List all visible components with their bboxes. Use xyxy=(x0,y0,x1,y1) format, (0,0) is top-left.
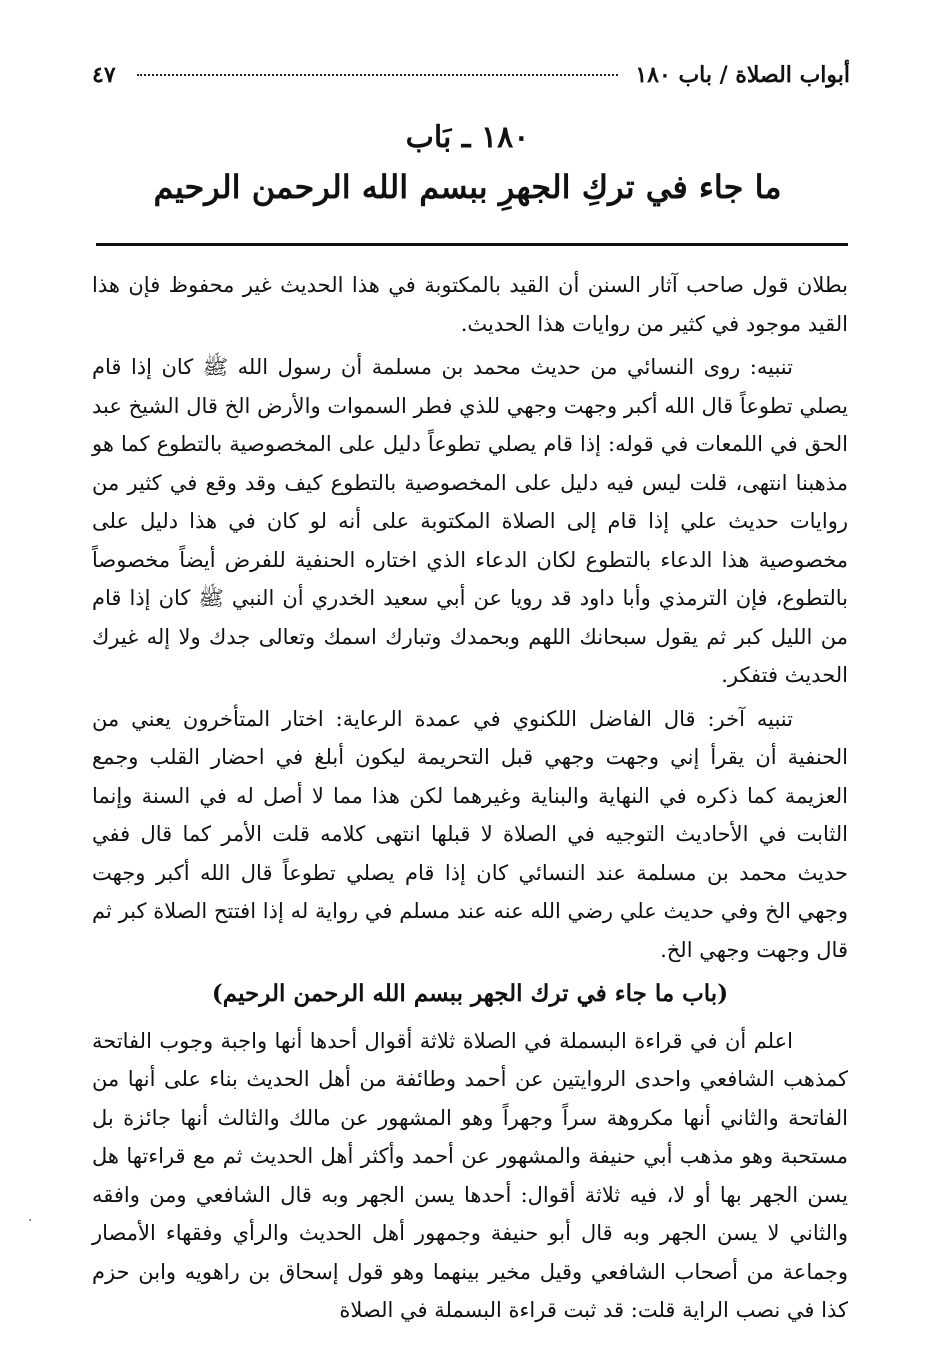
page-number: ٤٧ xyxy=(92,62,116,88)
paragraph-tanbih: تنبيه: روى النسائي من حديث محمد بن مسلمة أن رسول الله ﷺ كان إذا قام يصلي تطوعاً قال الله أكبر وجهت وجهي للذي فطر السموات والأرض الخ قال الشيخ عبد الحق في اللمعات في قوله: إذا قام يصلي تطوعاً دليل على المخصوصية بالتطوع كما هو مذهبنا انتهى، قلت ليس فيه دليل على المخصوصية بالتطوع كيف وقد وقع في كثير من روايات حديث علي إذا قام إلى الصلاة المكتوبة على أنه لو كان في هذا دليل على مخصوصية هذا الدعاء بالتطوع لكان الدعاء الذي اختاره الحنفية للفرض أيضاً مخصوصاً بالتطوع، فإن الترمذي وأبا داود قد رويا عن أبي سعيد الخدري أن النبي ﷺ كان إذا قام من الليل كبر ثم يقول سبحانك اللهم وبحمدك وتبارك اسمك وتعالى جدك ولا إله غيرك الحديث فتفكر. xyxy=(92,355,848,687)
margin-mark: · xyxy=(28,1213,33,1229)
header-divider xyxy=(96,243,848,246)
paragraph-1: بطلان قول صاحب آثار السنن أن القيد بالمكتوبة في هذا الحديث غير محفوظ فإن هذا القيد موجود في كثير من روايات هذا الحديث. xyxy=(92,273,848,336)
running-header xyxy=(92,60,850,90)
main-text xyxy=(92,266,848,1330)
section-subheading: (باب ما جاء في ترك الجهر ببسم الله الرحمن الرحيم) xyxy=(211,980,729,1007)
paragraph-tanbih-akhar: تنبيه آخر: قال الفاضل اللكنوي في عمدة الرعاية: اختار المتأخرون يعني من الحنفية أن يقرأ إني وجهت وجهي قبل التحريمة ليكون أبلغ في احضار القلب وجمع العزيمة كما ذكره في النهاية والبناية وغيرهما لكن هذا مما لا أصل له في السنة وإنما الثابت في الأحاديث التوجيه في الصلاة لا قبلها انتهى كلامه قلت الأمر كما قال ففي حديث محمد بن مسلمة عند النسائي كان إذا قام يصلي تطوعاً قال الله أكبر وجهت وجهي الخ وفي حديث علي رضي الله عنه عند مسلم في رواية له إذا افتتح الصلاة كبر ثم قال وجهت وجهي الخ. xyxy=(92,706,848,962)
paragraph-basmala: اعلم أن في قراءة البسملة في الصلاة ثلاثة أقوال أحدها أنها واجبة وجوب الفاتحة كمذهب الشافعي واحدى الروايتين عن أحمد وطائفة من أهل الحديث بناء على أنها من الفاتحة والثاني أنها مكروهة سراً وجهراً وهو المشهور عن مالك والثالث أنها جائزة بل مستحبة وهو مذهب أبي حنيفة والمشهور عن أحمد وأكثر أهل الحديث ثم مع قراءتها هل يسن الجهر بها أو لا، فيه ثلاثة أقوال: أحدها يسن الجهر وبه قال الشافعي ومن وافقه والثاني لا يسن الجهر وبه قال أبو حنيفة وجمهور أهل الحديث والرأي وفقهاء الأمصار وجماعة من أصحاب الشافعي وقيل مخير بينهما وهو قول إسحاق بن راهويه وابن حزم كذا في نصب الراية قلت: قد ثبت قراءة البسملة في الصلاة xyxy=(92,1028,848,1322)
chapter-number: ١٨٠ ـ بَاب xyxy=(405,120,530,155)
chapter-title: ما جاء في تركِ الجهرِ ببسم الله الرحمن الرحيم xyxy=(153,168,782,206)
leader-dots xyxy=(137,74,618,76)
running-title: أبواب الصلاة / باب ١٨٠ xyxy=(635,62,850,88)
